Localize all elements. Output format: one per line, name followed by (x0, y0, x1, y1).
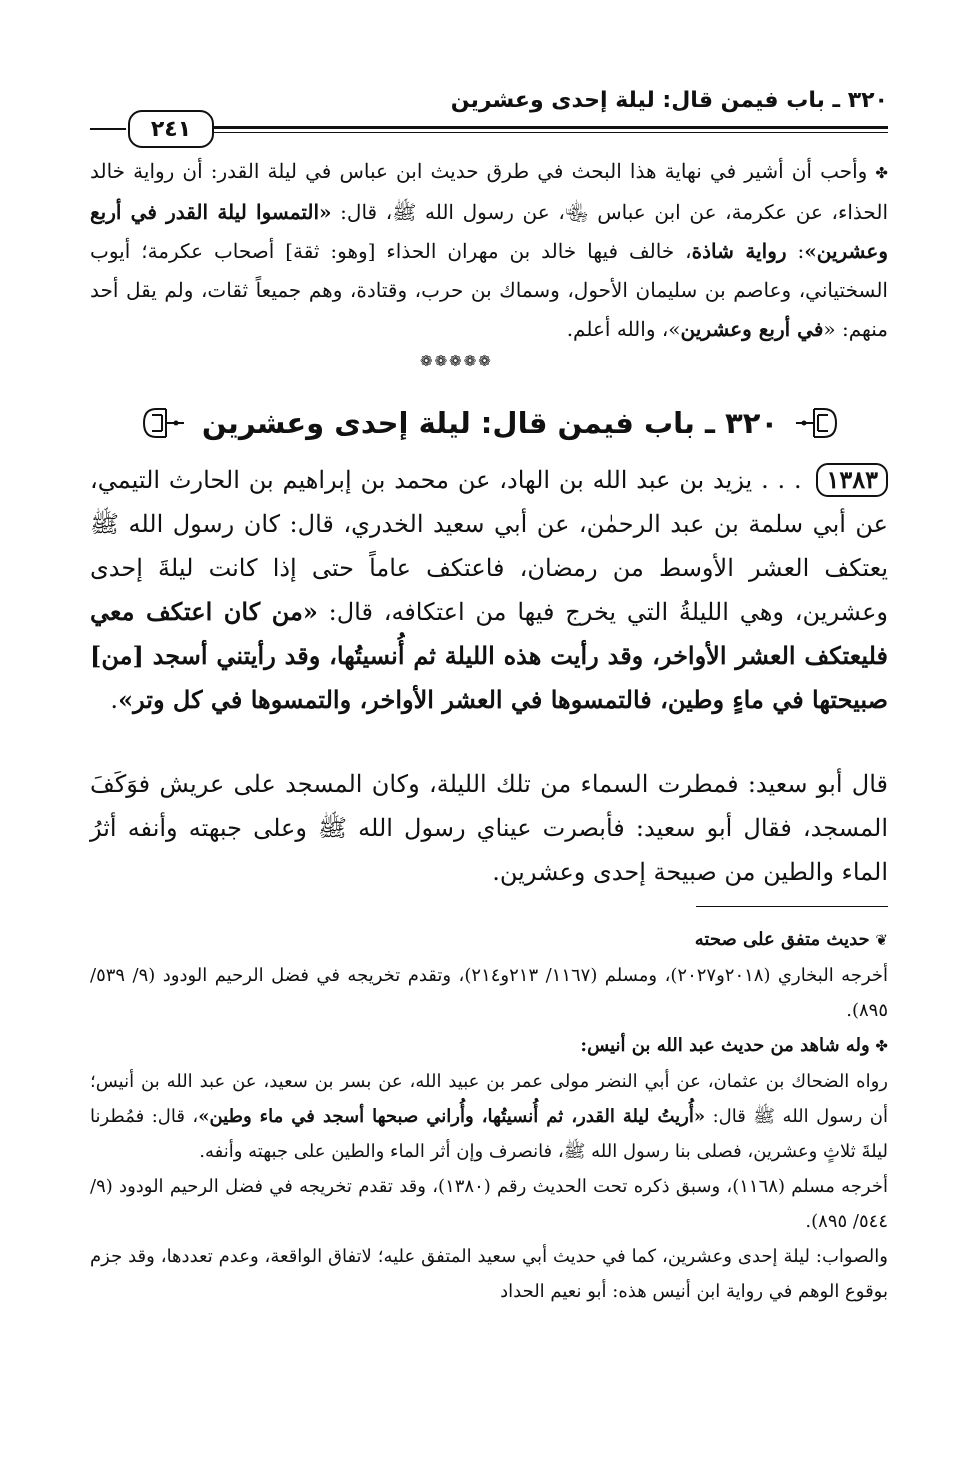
footnote-separator (696, 906, 888, 907)
running-header (90, 80, 888, 140)
witness-quote-bold: «أُريتُ ليلة القدر، ثم أُنسيتُها، وأُراني صبحها أسجد في ماء وطين» (198, 1106, 706, 1127)
footnote-heading-text: حديث متفق على صحته (694, 929, 870, 950)
flower-marker-icon: ✤ (875, 164, 888, 182)
header-rule (210, 126, 888, 129)
witness-heading-text: وله شاهد من حديث عبد الله بن أنيس: (580, 1035, 870, 1056)
intro-verdict-bold: رواية شاذة (691, 239, 787, 263)
header-rule-thin (210, 132, 888, 133)
leaf-marker-icon: ❦ (875, 931, 888, 949)
footnote-takhrij-1: أخرجه البخاري (٢٠١٨و٢٠٢٧)، ومسلم (١١٦٧/ ٢١٣و٢١٤)، وتقدم تخريجه في فضل الرحيم الودود (٩/ ٥٣٩/ ٨٩٥). (90, 965, 888, 1021)
hadith-number: ١٣٨٣ (816, 463, 888, 497)
footnote-heading (90, 922, 888, 958)
chapter-heading (150, 392, 830, 454)
page-number: ٢٤١ (128, 110, 214, 148)
hadith-end: . (110, 686, 119, 714)
intro-text-2: : (786, 239, 805, 263)
intro-text-1: وأحب أن أشير في نهاية هذا البحث في طرق حديث ابن عباس في ليلة القدر: أن رواية خالد الحذاء، عن عكرمة، عن ابن عباس ﵄، عن رسول الله ﷺ، قال: (90, 159, 888, 224)
hadith-quote-bold: «من كان اعتكف معي فليعتكف العشر الأواخر، وقد رأيت هذه الليلة ثم أُنسيتُها، وقد رأيتني أسجد [من] صبيحتها في ماءٍ وطين، فالتمسوها في العشر الأواخر، والتمسوها في كل وتر» (90, 597, 888, 714)
ornament-bracket-left-icon (136, 403, 188, 443)
header-dash (90, 128, 126, 130)
footnotes (90, 922, 888, 1309)
intro-paragraph (90, 152, 888, 349)
witness-rest: ، قال: فمُطرنا ليلةَ ثلاثٍ وعشرين، فصلى بنا رسول الله ﷺ، فانصرف وإن أثر الماء والطين على جبهته وأنفه. (90, 1106, 888, 1162)
chapter-title: ٣٢٠ ـ باب فيمن قال: ليلة إحدى وعشرين (201, 406, 779, 440)
footnote-witness-heading (90, 1028, 888, 1064)
section-end-ornament-icon: ❁❁❁❁❁ (420, 352, 493, 370)
intro-phrase-bold: في أربع وعشرين (680, 317, 824, 341)
flower-marker-icon: ✤ (875, 1037, 888, 1055)
intro-quote-bold: «التمسوا ليلة القدر في أربع وعشرين» (90, 200, 888, 263)
intro-text-4: »، والله أعلم. (566, 317, 681, 341)
narration-paragraph: قال أبو سعيد: فمطرت السماء من تلك الليلة، وكان المسجد على عريش فوَكَفَ المسجد، فقال أبو سعيد: فأبصرت عيناي رسول الله ﷺ وعلى جبهته وأنفه أثرُ الماء والطين من صبيحة إحدى وعشرين. (90, 770, 888, 886)
footnote-takhrij-2: أخرجه مسلم (١١٦٨)، وسبق ذكره تحت الحديث رقم (١٣٨٠)، وقد تقدم تخريجه في فضل الرحيم الودود (٩/ ٥٤٤/ ٨٩٥). (90, 1176, 888, 1232)
footnote-conclusion: والصواب: ليلة إحدى وعشرين، كما في حديث أبي سعيد المتفق عليه؛ لاتفاق الواقعة، وعدم تعددها، وقد جزم بوقوع الوهم في رواية ابن أنيس هذه: أبو نعيم الحداد (90, 1246, 888, 1302)
footnote-witness-text (90, 1064, 888, 1169)
running-title: ٣٢٠ ـ باب فيمن قال: ليلة إحدى وعشرين (450, 88, 888, 113)
witness-chain: رواه الضحاك بن عثمان، عن أبي النضر مولى عمر بن عبيد الله، عن بسر بن سعيد، عن عبد الله بن أنيس؛ أن رسول الله ﷺ قال: (90, 1071, 888, 1127)
intro-text-3: ، خالف فيها خالد بن مهران الحذاء [وهو: ثقة] أصحاب عكرمة؛ أيوب السختياني، وعاصم بن سليمان الأحول، وسماك بن حرب، وقتادة، وهم جميعاً ثقات، ولم يقل أحد منهم: « (90, 239, 888, 341)
hadith-text (90, 458, 888, 722)
ornament-bracket-right-icon (792, 403, 844, 443)
hadith-chain: . . . يزيد بن عبد الله بن الهاد، عن محمد بن إبراهيم بن الحارث التيمي، عن أبي سلمة بن عبد الرحمٰن، عن أبي سعيد الخدري، قال: كان رسول الله ﷺ يعتكف العشر الأوسط من رمضان، فاعتكف عاماً حتى إذا كانت ليلةَ إحدى وعشرين، وهي الليلةُ التي يخرج فيها من اعتكافه، قال: (90, 466, 889, 626)
